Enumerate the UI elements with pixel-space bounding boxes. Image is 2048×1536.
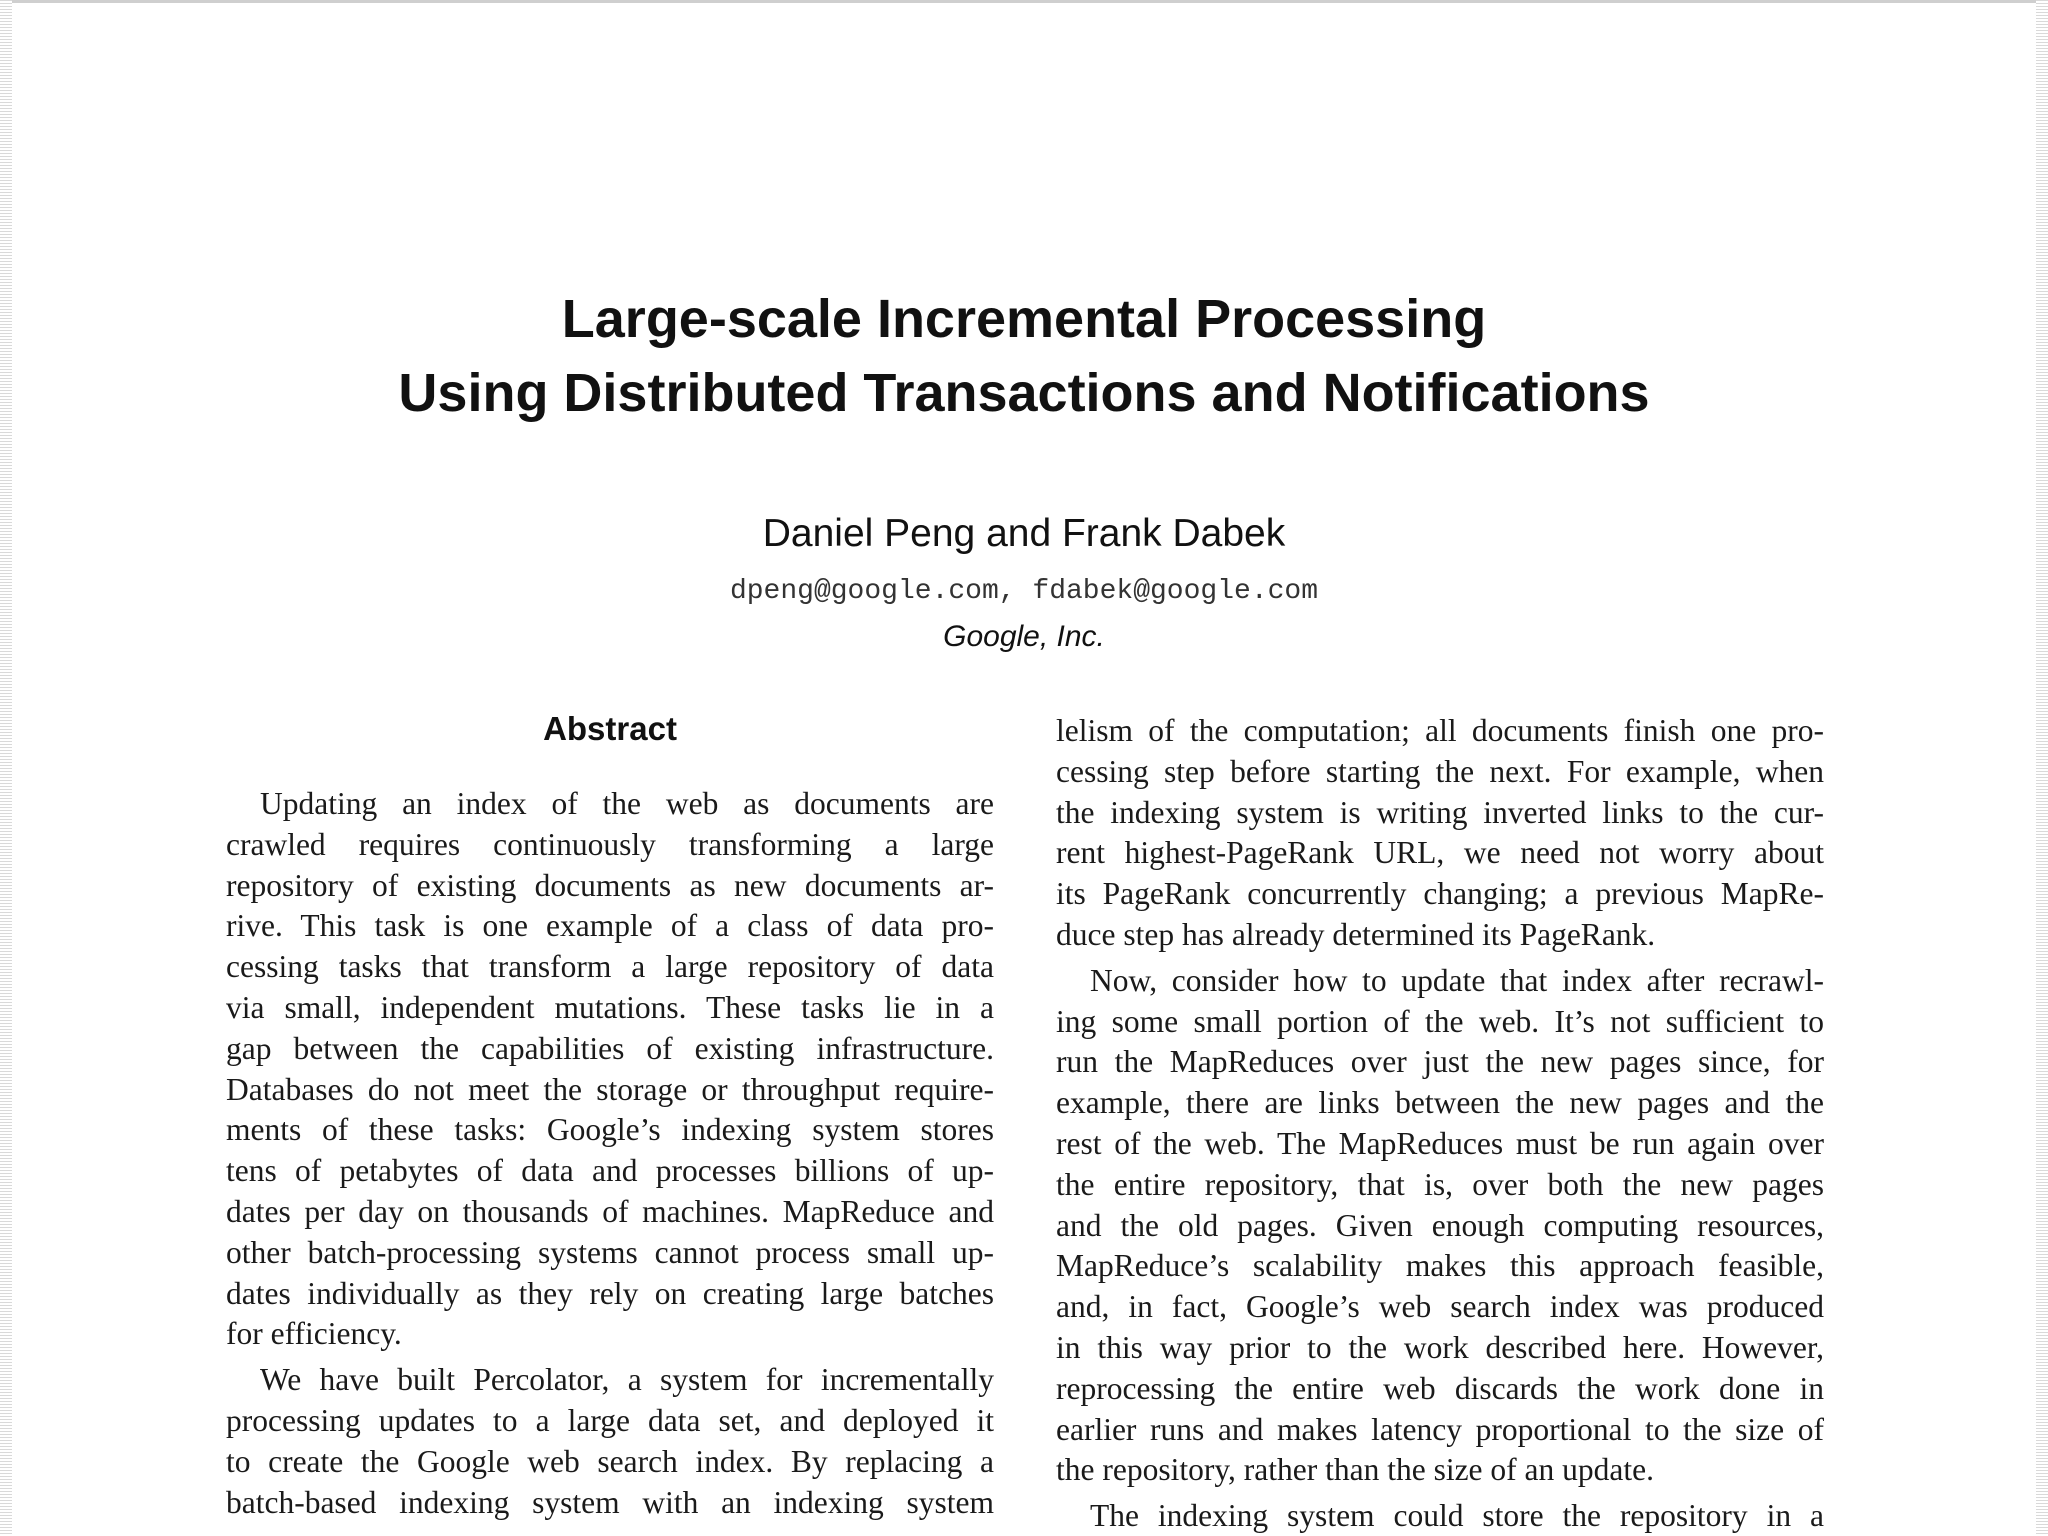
text-line: the entire repository, that is, over both the new pages [1056, 1166, 1824, 1202]
text-line: in this way prior to the work described here. However, [1056, 1329, 1824, 1365]
text-line: We have built Percolator, a system for incrementally [260, 1362, 994, 1398]
text-line: gap between the capabilities of existing infrastructure. [226, 1030, 994, 1066]
text-line: tens of petabytes of data and processes billions of up- [226, 1153, 994, 1189]
text-line: MapReduce’s scalability makes this approach feasible, [1056, 1248, 1824, 1284]
text-line: cessing step before starting the next. For example, when [1056, 753, 1824, 789]
paper-authors: Daniel Peng and Frank Dabek [762, 512, 1286, 555]
text-line: to create the Google web search index. By replacing a [226, 1443, 994, 1479]
abstract-heading: Abstract [543, 710, 677, 747]
abstract-body [226, 784, 994, 1523]
paper-title [230, 282, 1818, 430]
text-line: batch-based indexing system with an indexing system [226, 1484, 994, 1520]
text-line: its PageRank concurrently changing; a previous MapRe- [1056, 876, 1824, 912]
text-line: ing some small portion of the web. It’s not sufficient to [1056, 1003, 1824, 1039]
text-line: for efficiency. [226, 1316, 402, 1352]
text-line: duce step has already determined its PageRank. [1056, 916, 1656, 952]
text-line: via small, independent mutations. These tasks lie in a [226, 989, 994, 1025]
text-line: dates per day on thousands of machines. MapReduce and [226, 1193, 994, 1229]
text-line: other batch-processing systems cannot process small up- [226, 1234, 994, 1270]
paper-title-line: Large-scale Incremental Processing [561, 289, 1487, 349]
text-line: Now, consider how to update that index after recrawl- [1090, 962, 1824, 998]
text-line: rent highest-PageRank URL, we need not worry about [1056, 835, 1824, 871]
text-line: reprocessing the entire web discards the work done in [1056, 1370, 1824, 1406]
text-line: cessing tasks that transform a large repository of data [226, 949, 994, 985]
paper-title-line: Using Distributed Transactions and Notifications [398, 363, 1650, 423]
text-line: lelism of the computation; all documents finish one pro- [1056, 713, 1824, 748]
text-line: ments of these tasks: Google’s indexing system stores [226, 1112, 994, 1148]
text-line: rest of the web. The MapReduces must be run again over [1056, 1125, 1824, 1161]
text-line: and the old pages. Given enough computing resources, [1056, 1207, 1824, 1243]
text-line: Updating an index of the web as documents are [260, 786, 994, 821]
text-line: run the MapReduces over just the new pages since, for [1056, 1044, 1824, 1080]
text-line: the indexing system is writing inverted links to the cur- [1056, 794, 1824, 830]
text-line: The indexing system could store the repository in a [1090, 1498, 1824, 1534]
author-emails: dpeng@google.com, fdabek@google.com [729, 576, 1319, 607]
text-line: dates individually as they rely on creating large batches [226, 1275, 994, 1311]
text-line: example, there are links between the new pages and the [1056, 1085, 1824, 1121]
text-line: repository of existing documents as new documents ar- [226, 867, 994, 903]
text-line: processing updates to a large data set, and deployed it [226, 1402, 994, 1438]
text-line: crawled requires continuously transforming a large [226, 826, 994, 862]
text-line: and, in fact, Google’s web search index was produced [1056, 1289, 1824, 1325]
text-line: the repository, rather than the size of an update. [1056, 1452, 1654, 1488]
text-line: rive. This task is one example of a class of data pro- [226, 908, 994, 944]
body-column-right [1056, 711, 1824, 1536]
text-line: Databases do not meet the storage or throughput require- [226, 1071, 994, 1107]
text-line: earlier runs and makes latency proportional to the size of [1056, 1411, 1824, 1447]
author-affiliation: Google, Inc. [943, 620, 1105, 653]
